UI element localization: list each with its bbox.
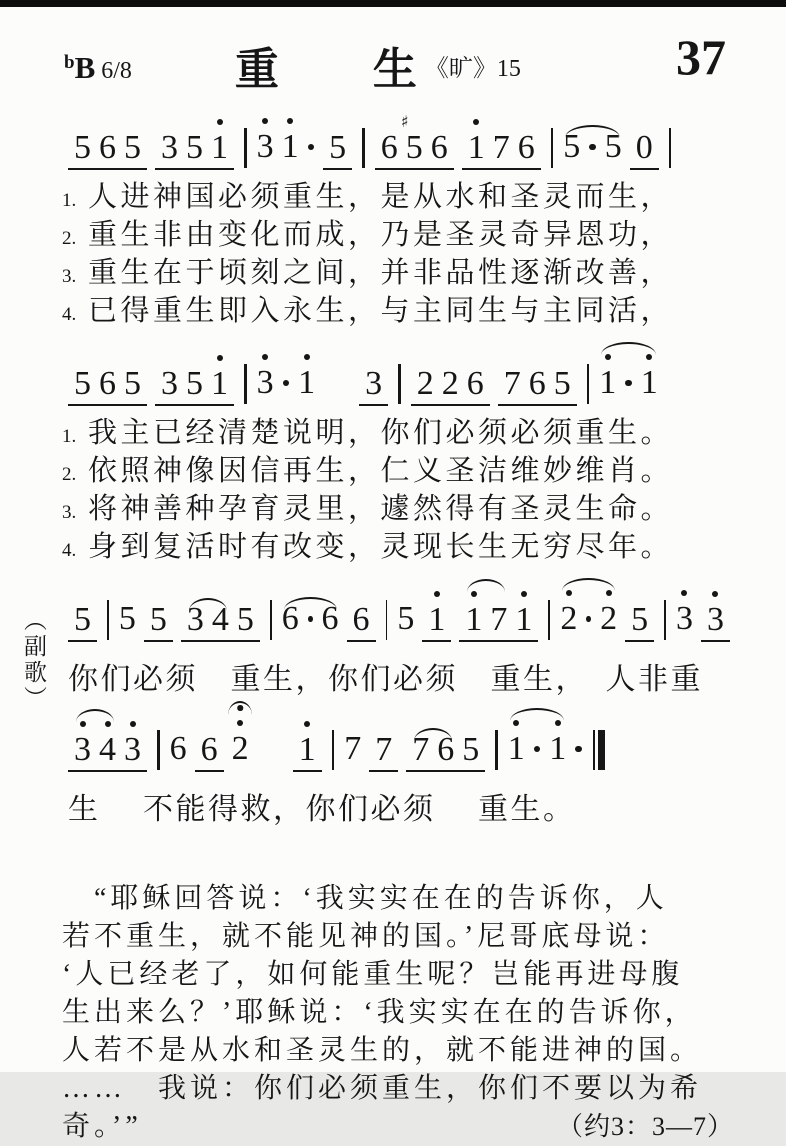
barline xyxy=(551,128,554,168)
slur-arc xyxy=(76,709,114,722)
verse-number: 2. xyxy=(62,464,77,485)
note: 5 xyxy=(563,128,581,165)
verse-number: 3. xyxy=(62,266,77,287)
note: 5 xyxy=(631,601,649,638)
scripture-line: 若不重生，就不能见神的国。’尼哥底母说： xyxy=(62,921,670,952)
verse-line xyxy=(62,218,734,256)
duration-dot xyxy=(625,380,632,387)
barline xyxy=(332,730,335,770)
verse-line xyxy=(62,256,734,294)
key-letter: B xyxy=(74,50,96,85)
scripture-passage xyxy=(62,880,734,1146)
note: 3 xyxy=(676,602,693,636)
note: 3 xyxy=(124,733,141,767)
page-top-border xyxy=(0,0,786,7)
slur-arc xyxy=(189,598,227,611)
note: 2 xyxy=(560,602,577,636)
barline xyxy=(386,600,388,640)
note: 3 xyxy=(74,733,91,767)
note: 4 xyxy=(99,733,116,767)
verse-text: 已得重生即入永生，与主同生与主同活， xyxy=(88,295,674,327)
music-line-3 xyxy=(64,584,734,642)
chorus-label: （副歌） xyxy=(21,608,46,712)
note: 5 xyxy=(118,600,136,637)
music-line-4 xyxy=(64,714,734,772)
scripture-line: 生出来么？’耶稣说：‘我实实在在的告诉你， xyxy=(62,997,697,1028)
verse-line xyxy=(62,492,734,530)
note: 6 xyxy=(169,730,187,767)
octave-dot xyxy=(262,118,268,124)
note: 6 xyxy=(99,129,116,166)
header xyxy=(62,29,734,96)
music-line-2 xyxy=(64,348,734,406)
note: 7 xyxy=(490,601,508,638)
note: 7 xyxy=(492,129,510,166)
verse-text: 我主已经清楚说明，你们必须必须重生。 xyxy=(88,417,674,449)
slur-arc xyxy=(414,728,452,741)
barline xyxy=(664,600,666,640)
note: 5 xyxy=(462,731,480,768)
verse-text: 依照神像因信再生，仁义圣洁维妙维肖。 xyxy=(88,455,674,487)
note: 1 xyxy=(282,130,299,164)
scripture-line: …… 我说：你们必须重生，你们不要以为希 xyxy=(62,1073,703,1104)
octave-dot xyxy=(712,591,718,597)
octave-dot xyxy=(217,355,223,361)
verse-block-1 xyxy=(62,180,734,332)
duration-dot xyxy=(575,746,582,753)
note: 6 xyxy=(437,731,455,768)
underline-group xyxy=(68,131,147,170)
note: 3 xyxy=(365,365,383,402)
duration-dot xyxy=(586,616,591,623)
note: 3 xyxy=(707,603,724,637)
verse-text: 重生非由变化而成，乃是圣灵奇异恩功， xyxy=(88,219,674,251)
octave-dot xyxy=(287,118,293,124)
slur-arc xyxy=(284,597,337,610)
chorus-lyric-line: 你们必须 重生，你们必须 重生， 人非重 xyxy=(68,663,703,696)
verse-block-2 xyxy=(62,416,734,568)
note: 5 xyxy=(553,365,571,402)
scripture-line: ‘人已经老了，如何能重生呢？岂能再进母腹 xyxy=(62,959,684,990)
barline xyxy=(270,600,272,640)
note: 6 xyxy=(380,129,398,166)
octave-dot xyxy=(304,721,310,727)
barline xyxy=(495,730,498,770)
note: 6 xyxy=(466,365,484,402)
verse-number: 2. xyxy=(62,228,77,249)
verse-text: 人进神国必须重生，是从水和圣灵而生， xyxy=(88,181,674,213)
note: 5 xyxy=(186,129,203,166)
octave-dot xyxy=(434,591,440,597)
verse-text: 重生在于顷刻之间，并非品性逐渐改善， xyxy=(88,257,674,289)
slur-arc xyxy=(601,342,656,355)
underline-group xyxy=(625,603,654,642)
note: 2 xyxy=(441,365,459,402)
underline-group xyxy=(411,367,490,406)
slur-arc xyxy=(510,708,565,721)
note: 1 xyxy=(508,732,525,766)
verse-text: 将神善种孕育灵里，遽然得有圣灵生命。 xyxy=(88,493,674,525)
underline-group xyxy=(347,603,376,642)
note: 4 xyxy=(211,601,229,638)
note: 1 xyxy=(641,366,658,400)
note: 5 xyxy=(124,129,141,166)
barline xyxy=(244,128,247,168)
title-group xyxy=(235,33,521,97)
note: 7 xyxy=(375,731,393,768)
verse-line xyxy=(62,416,734,454)
slur-arc xyxy=(467,579,505,592)
hymn-number: 37 xyxy=(676,29,726,85)
octave-dot xyxy=(217,119,223,125)
verse-line xyxy=(62,294,734,332)
underline-group xyxy=(293,733,322,772)
scripture-line: “耶稣回答说：‘我实实在在的告诉你，人 xyxy=(94,883,668,914)
octave-dot xyxy=(304,354,310,360)
underline-group xyxy=(155,367,234,406)
octave-dot xyxy=(237,720,243,726)
barline xyxy=(244,364,247,404)
underline-group xyxy=(195,733,224,772)
underline-group xyxy=(68,733,147,772)
scripture-last-row xyxy=(62,1108,734,1146)
duration-dot xyxy=(283,380,290,387)
note: 7 xyxy=(344,730,362,767)
verse-line xyxy=(62,530,734,568)
note: 3 xyxy=(257,130,274,164)
verse-line xyxy=(62,180,734,218)
duration-dot xyxy=(589,144,596,151)
note: 3 xyxy=(186,601,204,638)
underline-group xyxy=(68,603,97,642)
underline-group xyxy=(630,131,659,170)
barline xyxy=(587,364,590,404)
note: 5 ♯ xyxy=(400,112,423,166)
duration-dot xyxy=(308,616,313,623)
note: 6 xyxy=(321,600,339,637)
note: 6 xyxy=(352,601,370,638)
octave-dot xyxy=(681,590,687,596)
verse-text: 身到复活时有改变，灵现长生无穷尽年。 xyxy=(88,531,674,563)
underline-group xyxy=(422,603,451,642)
note: 1 xyxy=(211,131,228,165)
barline xyxy=(548,600,550,640)
note: 5 xyxy=(149,601,167,638)
note: 1 xyxy=(211,367,228,401)
note: 2 xyxy=(232,732,249,766)
slur-arc xyxy=(565,125,620,138)
octave-dot xyxy=(262,354,268,360)
octave-dot xyxy=(521,591,527,597)
verse-line xyxy=(62,454,734,492)
underline-group xyxy=(462,131,541,170)
note: 5 xyxy=(604,128,622,165)
chorus-lyric-line: 生 不能得救，你们必须 重生。 xyxy=(68,793,576,826)
note: 6 xyxy=(430,129,448,166)
note: 1 xyxy=(515,603,532,637)
note: 1 xyxy=(299,733,316,767)
music-line-1 xyxy=(64,112,734,170)
note: 1 xyxy=(468,131,485,165)
underline-group xyxy=(144,603,173,642)
barline xyxy=(362,128,365,168)
scripture-line: 人若不是从水和圣灵生的，就不能进神的国。 xyxy=(62,1035,703,1066)
note: 6 xyxy=(99,365,116,402)
underline-group xyxy=(155,131,234,170)
underline-group xyxy=(323,131,352,170)
octave-dot xyxy=(130,721,136,727)
song-title: 重 生 xyxy=(234,45,419,94)
note: 5 xyxy=(74,601,91,638)
duration-dot xyxy=(534,746,541,753)
underline-group xyxy=(375,112,454,170)
sharp-sign: ♯ xyxy=(400,112,409,131)
note: 1 xyxy=(428,603,445,637)
underline-group xyxy=(68,367,147,406)
note: 6 xyxy=(517,129,535,166)
note: 7 xyxy=(412,731,430,768)
underline-group xyxy=(498,367,577,406)
note: 1 xyxy=(298,366,315,400)
note: 1 xyxy=(599,366,616,400)
note: 5 xyxy=(186,365,203,402)
note: 1 xyxy=(465,603,482,637)
note: 5 xyxy=(236,601,254,638)
final-barline xyxy=(593,730,605,770)
barline xyxy=(157,730,160,770)
scripture-line: 奇。’” xyxy=(62,1111,142,1142)
source-ref: 《旷》15 xyxy=(424,55,521,82)
note: 2 xyxy=(600,602,617,636)
note: 5 xyxy=(74,129,91,166)
barline xyxy=(669,128,672,168)
verse-number: 1. xyxy=(62,426,77,447)
verse-number: 3. xyxy=(62,502,77,523)
note: 5 xyxy=(74,365,91,402)
verse-number: 4. xyxy=(62,540,77,561)
note: 0 xyxy=(635,129,653,166)
barline xyxy=(398,364,401,404)
flat-sign: b xyxy=(64,52,75,73)
verse-number: 1. xyxy=(62,190,77,211)
note: 3 xyxy=(257,366,274,400)
note: 3 xyxy=(161,365,178,402)
chorus-section xyxy=(21,584,734,828)
scripture-reference: （约3：3—7） xyxy=(556,1112,734,1141)
key-signature xyxy=(64,50,132,86)
note: 7 xyxy=(503,365,521,402)
time-signature: 6/8 xyxy=(101,58,132,84)
note: 2 xyxy=(416,365,434,402)
note: 3 xyxy=(161,129,178,166)
underline-group xyxy=(359,367,388,406)
note: 5 xyxy=(397,600,415,637)
underline-group xyxy=(369,733,398,772)
octave-dot xyxy=(473,119,479,125)
slur-arc xyxy=(562,578,615,591)
duration-dot xyxy=(308,144,315,151)
note: 5 xyxy=(124,365,141,402)
note: 6 xyxy=(281,600,299,637)
underline-group xyxy=(701,603,730,642)
barline xyxy=(107,600,109,640)
note: 5 xyxy=(329,129,347,166)
note: 1 xyxy=(549,732,566,766)
note: 6 xyxy=(200,731,218,768)
note: 6 xyxy=(528,365,546,402)
fermata xyxy=(228,701,252,715)
underline-group xyxy=(459,603,538,642)
verse-number: 4. xyxy=(62,304,77,325)
